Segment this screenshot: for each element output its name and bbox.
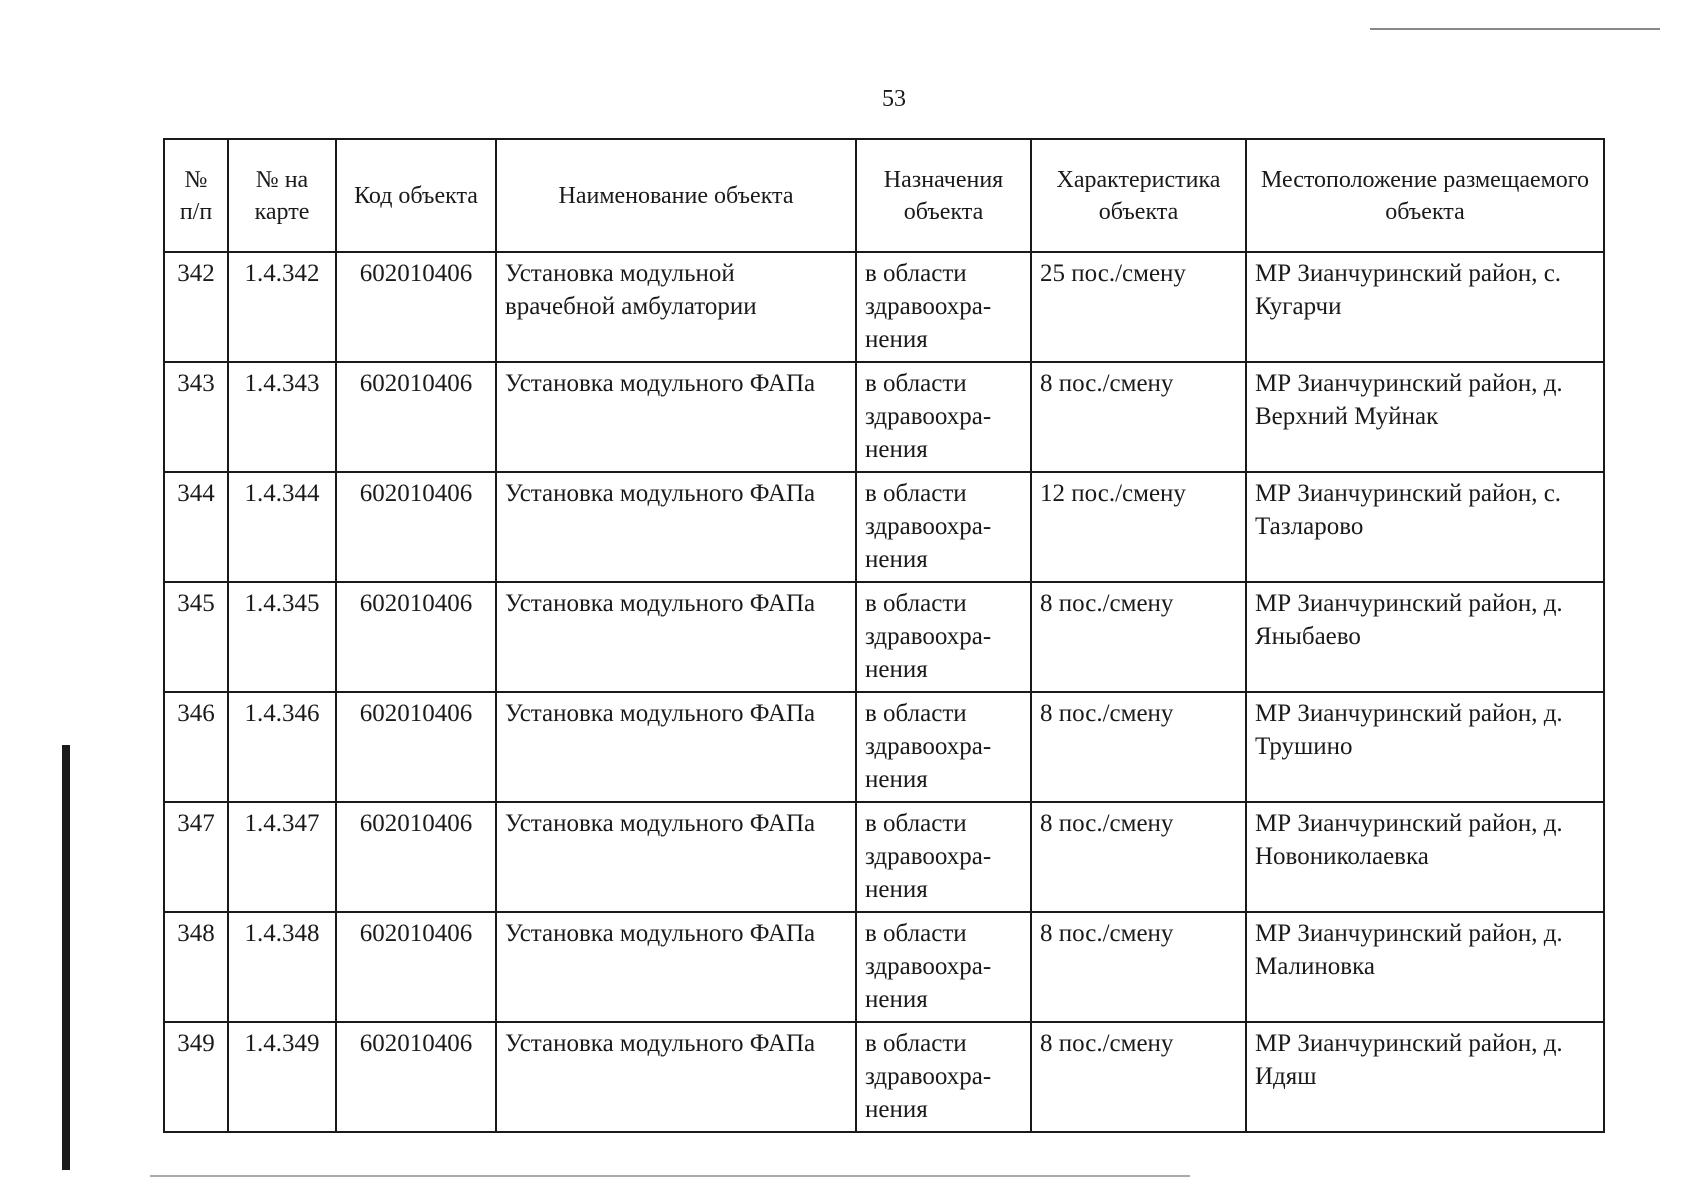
cell-row-number: 345: [164, 582, 228, 692]
header-object-name: Наименование объекта: [496, 139, 856, 252]
cell-object-location: МР Зианчуринский район, д. Яныбаево: [1246, 582, 1604, 692]
cell-object-feature: 12 пос./смену: [1031, 472, 1246, 582]
cell-object-code: 602010406: [336, 582, 496, 692]
table-row: [164, 802, 1604, 912]
cell-object-feature: 25 пос./смену: [1031, 252, 1246, 362]
cell-object-name: Установка модульного ФАПа: [496, 802, 856, 912]
table-row: [164, 1022, 1604, 1132]
cell-object-name: Установка модульного ФАПа: [496, 692, 856, 802]
cell-object-feature: 8 пос./смену: [1031, 1022, 1246, 1132]
cell-object-purpose: в области здравоохра-нения: [856, 362, 1031, 472]
cell-object-purpose: в области здравоохра-нения: [856, 582, 1031, 692]
page-number: 53: [882, 86, 906, 112]
header-map-number: № на карте: [228, 139, 336, 252]
cell-row-number: 347: [164, 802, 228, 912]
cell-row-number: 343: [164, 362, 228, 472]
cell-map-number: 1.4.342: [228, 252, 336, 362]
cell-object-code: 602010406: [336, 362, 496, 472]
table-row: [164, 582, 1604, 692]
cell-object-name: Установка модульного ФАПа: [496, 1022, 856, 1132]
cell-map-number: 1.4.345: [228, 582, 336, 692]
cell-map-number: 1.4.344: [228, 472, 336, 582]
cell-row-number: 348: [164, 912, 228, 1022]
cell-object-feature: 8 пос./смену: [1031, 362, 1246, 472]
cell-object-location: МР Зианчуринский район, д. Трушино: [1246, 692, 1604, 802]
table-row: [164, 252, 1604, 362]
scan-artifact-line-bottom: [150, 1175, 1190, 1177]
cell-object-code: 602010406: [336, 692, 496, 802]
cell-row-number: 344: [164, 472, 228, 582]
header-object-feature: Характеристика объекта: [1031, 139, 1246, 252]
cell-object-purpose: в области здравоохра-нения: [856, 472, 1031, 582]
cell-object-code: 602010406: [336, 912, 496, 1022]
cell-object-purpose: в области здравоохра-нения: [856, 1022, 1031, 1132]
cell-row-number: 349: [164, 1022, 228, 1132]
table-header-row: [164, 139, 1604, 252]
header-object-location: Местоположение размещаемого объекта: [1246, 139, 1604, 252]
cell-object-feature: 8 пос./смену: [1031, 692, 1246, 802]
cell-map-number: 1.4.349: [228, 1022, 336, 1132]
table-row: [164, 692, 1604, 802]
cell-row-number: 346: [164, 692, 228, 802]
cell-row-number: 342: [164, 252, 228, 362]
cell-object-feature: 8 пос./смену: [1031, 802, 1246, 912]
cell-object-feature: 8 пос./смену: [1031, 912, 1246, 1022]
cell-map-number: 1.4.346: [228, 692, 336, 802]
header-object-code: Код объекта: [336, 139, 496, 252]
cell-object-code: 602010406: [336, 472, 496, 582]
cell-object-code: 602010406: [336, 1022, 496, 1132]
cell-object-location: МР Зианчуринский район, д. Малиновка: [1246, 912, 1604, 1022]
cell-object-code: 602010406: [336, 252, 496, 362]
cell-object-name: Установка модульной врачебной амбулатории: [496, 252, 856, 362]
header-object-purpose: Назначения объекта: [856, 139, 1031, 252]
cell-object-location: МР Зианчуринский район, д. Идяш: [1246, 1022, 1604, 1132]
cell-object-name: Установка модульного ФАПа: [496, 582, 856, 692]
header-row-number: № п/п: [164, 139, 228, 252]
cell-object-purpose: в области здравоохра-нения: [856, 802, 1031, 912]
cell-object-location: МР Зианчуринский район, д. Новониколаевка: [1246, 802, 1604, 912]
scan-edge-shadow: [62, 745, 70, 1170]
cell-object-feature: 8 пос./смену: [1031, 582, 1246, 692]
cell-map-number: 1.4.343: [228, 362, 336, 472]
scan-artifact-line-top: [1370, 28, 1660, 30]
cell-map-number: 1.4.347: [228, 802, 336, 912]
cell-object-purpose: в области здравоохра-нения: [856, 912, 1031, 1022]
objects-table: [163, 138, 1605, 1133]
cell-map-number: 1.4.348: [228, 912, 336, 1022]
cell-object-location: МР Зианчуринский район, д. Верхний Муйнак: [1246, 362, 1604, 472]
table-row: [164, 362, 1604, 472]
cell-object-purpose: в области здравоохра-нения: [856, 692, 1031, 802]
table-row: [164, 472, 1604, 582]
cell-object-name: Установка модульного ФАПа: [496, 472, 856, 582]
cell-object-location: МР Зианчуринский район, с. Кугарчи: [1246, 252, 1604, 362]
cell-object-code: 602010406: [336, 802, 496, 912]
table-row: [164, 912, 1604, 1022]
cell-object-purpose: в области здравоохра-нения: [856, 252, 1031, 362]
cell-object-name: Установка модульного ФАПа: [496, 912, 856, 1022]
cell-object-location: МР Зианчуринский район, с. Тазларово: [1246, 472, 1604, 582]
cell-object-name: Установка модульного ФАПа: [496, 362, 856, 472]
